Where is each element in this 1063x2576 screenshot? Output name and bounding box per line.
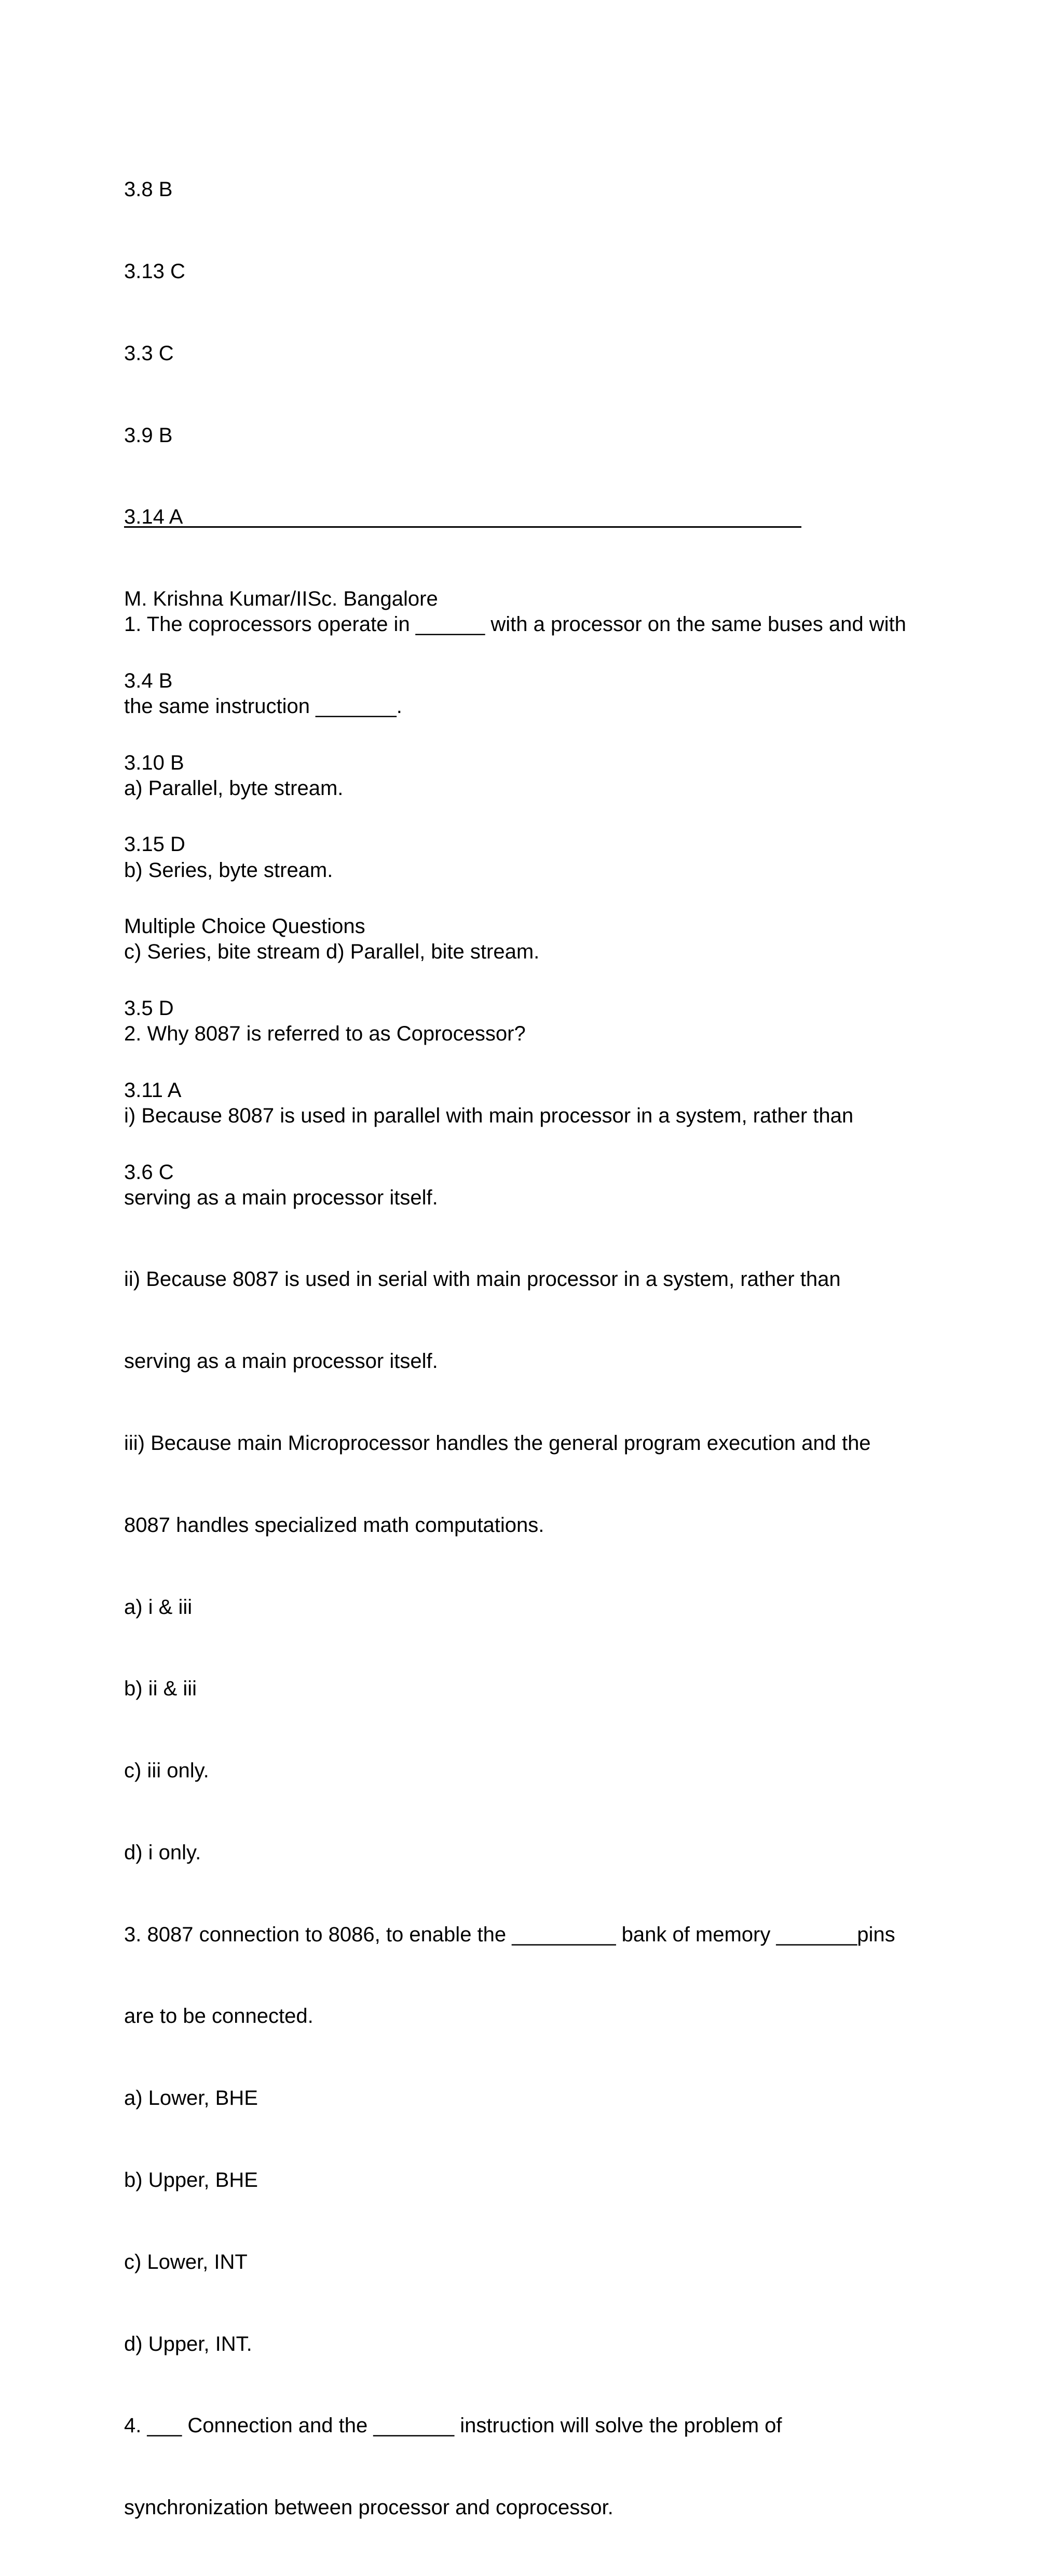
statement-line: iii) Because main Microprocessor handles the general program execution and the xyxy=(124,1432,871,1455)
answer-line: 3.10 B xyxy=(124,751,184,774)
question-line: 4. ___ Connection and the _______ instruction will solve the problem of xyxy=(124,2414,782,2437)
answer-line: 3.13 C xyxy=(124,259,185,283)
option-line: b) Series, byte stream. xyxy=(124,858,333,882)
question-line: 2. Why 8087 is referred to as Coprocessor? xyxy=(124,1022,526,1046)
option-line: d) i only. xyxy=(124,1841,201,1864)
question-line: synchronization between processor and coprocessor. xyxy=(124,2496,614,2519)
section-heading: Multiple Choice Questions xyxy=(124,915,365,938)
horizontal-divider xyxy=(124,526,801,528)
option-line: c) Lower, INT xyxy=(124,2250,248,2273)
answer-line: 3.5 D xyxy=(124,997,174,1020)
question-list xyxy=(124,556,906,2576)
statement-line: 8087 handles specialized math computations. xyxy=(124,1513,544,1537)
answer-line: 3.3 C xyxy=(124,341,174,365)
answer-line: 3.11 A xyxy=(124,1078,182,1102)
question-line: are to be connected. xyxy=(124,2005,314,2028)
option-line: c) Series, bite stream d) Parallel, bite stream. xyxy=(124,940,540,964)
option-line: a) i & iii xyxy=(124,1595,193,1619)
statement-line: ii) Because 8087 is used in serial with main processor in a system, rather than xyxy=(124,1268,841,1291)
option-line: c) iii only. xyxy=(124,1759,209,1783)
answer-line: 3.15 D xyxy=(124,833,185,856)
statement-line: i) Because 8087 is used in parallel with main processor in a system, rather than xyxy=(124,1104,854,1127)
answer-line: 3.6 C xyxy=(124,1160,174,1184)
author-line: M. Krishna Kumar/IISc. Bangalore xyxy=(124,587,438,611)
question-line: 3. 8087 connection to 8086, to enable the _________ bank of memory _______pins xyxy=(124,1923,895,1946)
option-line: a) Parallel, byte stream. xyxy=(124,776,344,800)
answer-line: 3.9 B xyxy=(124,423,173,447)
answer-line: 3.14 A xyxy=(124,505,183,529)
option-line: d) Upper, INT. xyxy=(124,2332,252,2355)
option-line: a) Lower, BHE xyxy=(124,2087,258,2110)
option-line: b) ii & iii xyxy=(124,1677,197,1701)
question-line: 1. The coprocessors operate in ______ with a processor on the same buses and with xyxy=(124,613,906,636)
question-line: the same instruction _______. xyxy=(124,694,402,718)
statement-line: serving as a main processor itself. xyxy=(124,1186,438,1209)
statement-line: serving as a main processor itself. xyxy=(124,1350,438,1373)
answer-line: 3.4 B xyxy=(124,669,173,692)
answer-line: 3.8 B xyxy=(124,178,173,201)
option-line: b) Upper, BHE xyxy=(124,2169,258,2192)
